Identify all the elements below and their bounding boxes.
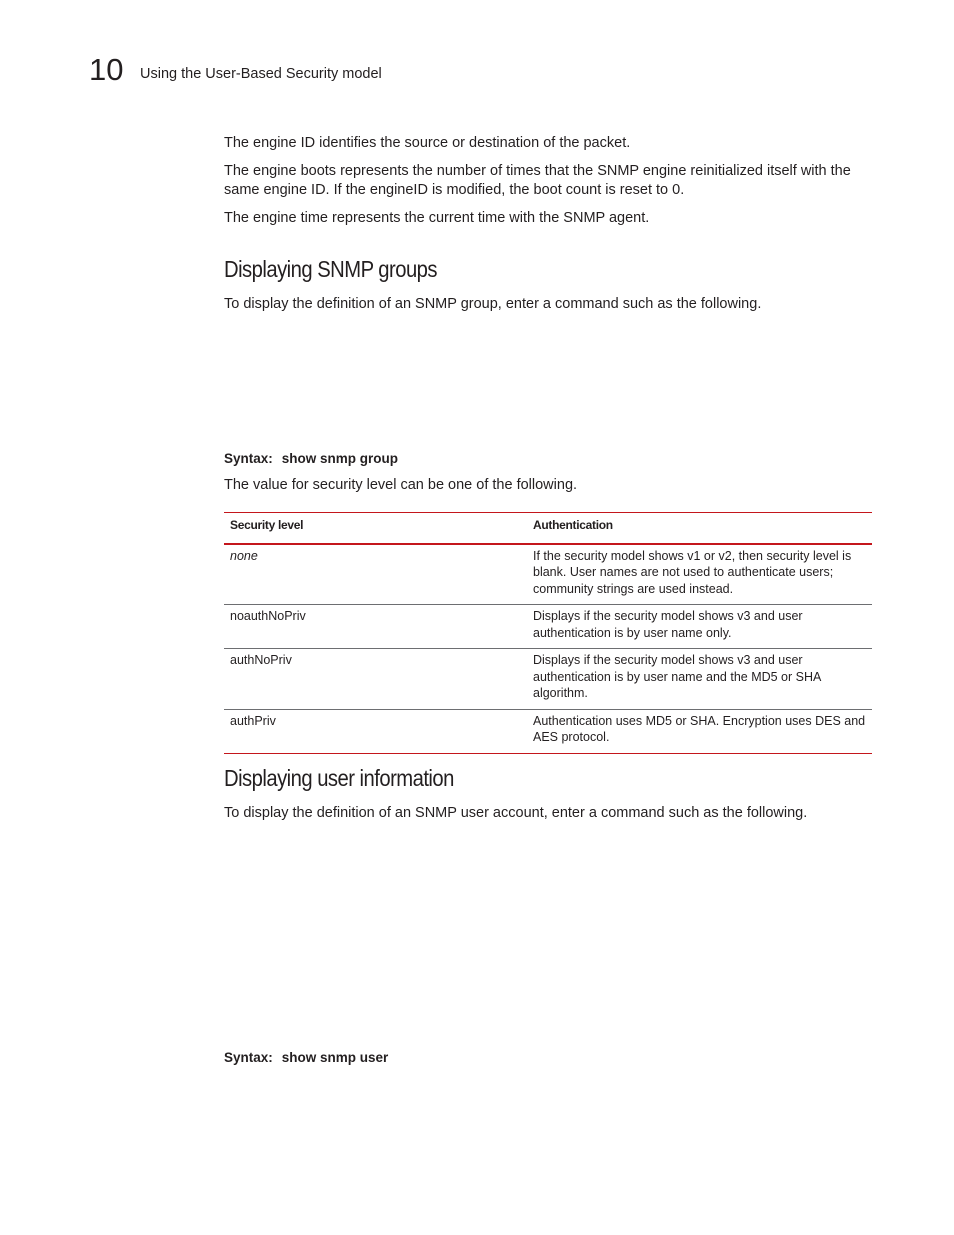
table-row <box>224 605 872 649</box>
heading-snmp-groups: Displaying SNMP groups <box>224 256 438 282</box>
chapter-number: 10 <box>89 52 124 87</box>
table-header-row <box>224 513 872 544</box>
table-cell-auth: Authentication uses MD5 or SHA. Encryption uses DES and AES protocol. <box>521 709 872 753</box>
table-cell-auth: Displays if the security model shows v3 and user authentication is by user name and the MD5 or SHA algorithm. <box>521 649 872 710</box>
heading-user-information: Displaying user information <box>224 765 454 791</box>
table-cell-level: none <box>224 544 521 605</box>
table-cell-auth: Displays if the security model shows v3 and user authentication is by user name only. <box>521 605 872 649</box>
security-level-table <box>224 512 872 754</box>
paragraph-user-intro: To display the definition of an SNMP user account, enter a command such as the following. <box>224 805 808 821</box>
syntax-label: Syntax: <box>224 451 273 466</box>
column-header-security-level: Security level <box>224 513 521 544</box>
table-cell-level: noauthNoPriv <box>224 605 521 649</box>
table-row <box>224 709 872 753</box>
paragraph-groups-intro: To display the definition of an SNMP group, enter a command such as the following. <box>224 296 762 312</box>
table-row <box>224 649 872 710</box>
syntax-command: show snmp group <box>281 451 399 466</box>
syntax-show-snmp-group <box>224 450 398 468</box>
table-row <box>224 544 872 605</box>
paragraph-engine-id: The engine ID identifies the source or destination of the packet. <box>224 135 631 151</box>
syntax-show-snmp-user <box>224 1049 388 1067</box>
paragraph-engine-time: The engine time represents the current time with the SNMP agent. <box>224 210 650 226</box>
column-header-authentication: Authentication <box>521 513 872 544</box>
paragraph-security-level-intro: The value for security level can be one of the following. <box>224 477 578 493</box>
table-cell-level: authPriv <box>224 709 521 753</box>
paragraph-engine-boots: The engine boots represents the number of times that the SNMP engine reinitialized itself with the same engine ID. If the engineID is modified, the boot count is reset to 0. <box>224 163 851 198</box>
chapter-title: Using the User-Based Security model <box>140 66 382 82</box>
table-cell-auth: If the security model shows v1 or v2, then security level is blank. User names are not used to authenticate users; community strings are used instead. <box>521 544 872 605</box>
syntax-command: show snmp user <box>281 1050 389 1065</box>
syntax-label: Syntax: <box>224 1050 273 1065</box>
table-cell-level: authNoPriv <box>224 649 521 710</box>
